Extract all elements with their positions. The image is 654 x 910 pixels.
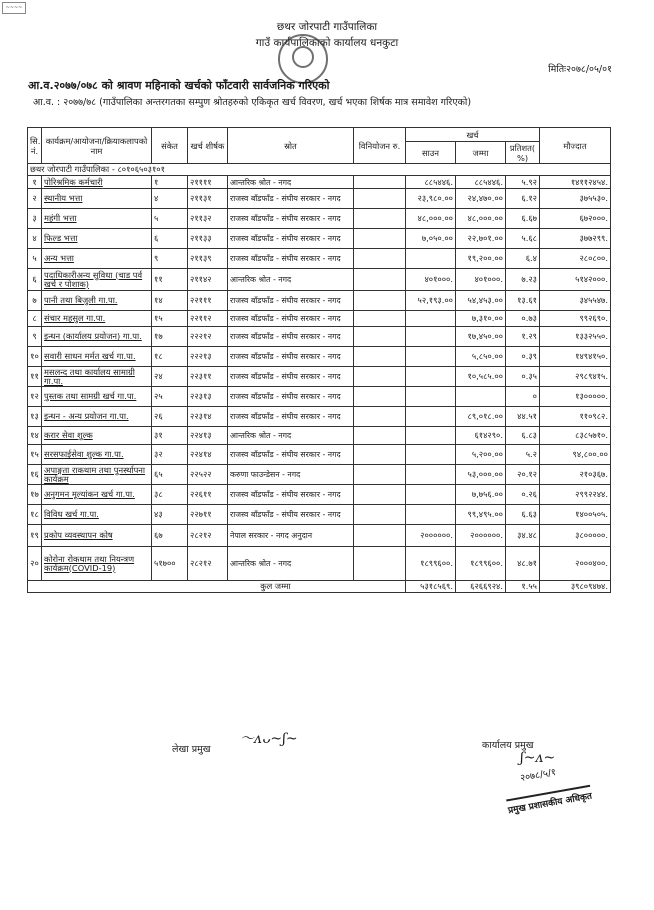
row-sn: ५: [28, 249, 42, 269]
row-code: २५: [152, 387, 188, 407]
row-code: ६५: [152, 465, 188, 485]
row-code: १८: [152, 347, 188, 367]
table-row: [28, 485, 611, 505]
row-percent: ०.३५: [506, 367, 540, 387]
row-sn: १०: [28, 347, 42, 367]
row-percent: १३.६१: [506, 291, 540, 311]
col-source: स्रोत: [228, 128, 354, 164]
row-source: राजस्व बाँडफाँड - संघीय सरकार - नगद: [228, 407, 354, 427]
row-program: इन्धन (कार्यालय प्रयोजन) गा.पा.: [42, 327, 152, 347]
total-label: कुल जम्मा: [28, 581, 406, 593]
row-shrawan: [406, 427, 456, 445]
row-total: [456, 387, 506, 407]
row-total: ८८५४४६.: [456, 176, 506, 189]
row-code: ११: [152, 269, 188, 291]
row-percent: ४४.५१: [506, 407, 540, 427]
row-source: आन्तरिक श्रोत - नगद: [228, 547, 354, 581]
row-shrawan: ४८,०००.००: [406, 209, 456, 229]
row-allocation: [354, 291, 406, 311]
row-exp-head: २२२१२: [188, 327, 228, 347]
col-code: संकेत: [152, 128, 188, 164]
office-subname: गाउँ कार्यपालिकाको कार्यालय धनकुटा: [255, 37, 399, 49]
row-percent: ०.३९: [506, 347, 540, 367]
row-code: ३२: [152, 445, 188, 465]
total-row: [28, 581, 611, 593]
row-total: १८९९६००.: [456, 547, 506, 581]
row-code: १७: [152, 327, 188, 347]
row-sn: ६: [28, 269, 42, 291]
row-sn: ४: [28, 229, 42, 249]
row-sn: १: [28, 176, 42, 189]
row-code: ९: [152, 249, 188, 269]
row-allocation: [354, 427, 406, 445]
row-shrawan: ५२,१९३.००: [406, 291, 456, 311]
row-code: ५: [152, 209, 188, 229]
row-exp-head: २११११: [188, 176, 228, 189]
row-program: अनुगमन मूल्यांकन खर्च गा.पा.: [42, 485, 152, 505]
row-source: राजस्व बाँडफाँड - संघीय सरकार - नगद: [228, 387, 354, 407]
row-code: २६: [152, 407, 188, 427]
row-exp-head: २११३२: [188, 209, 228, 229]
row-source: राजस्व बाँडफाँड - संघीय सरकार - नगद: [228, 189, 354, 209]
row-shrawan: [406, 505, 456, 525]
row-sn: ३: [28, 209, 42, 229]
expense-table: [27, 127, 611, 593]
row-exp-head: २८२१२: [188, 547, 228, 581]
row-shrawan: [406, 347, 456, 367]
office-name: छथर जोरपाटी गाउँपालिका: [276, 21, 378, 33]
col-exp-head: खर्च शीर्षक: [188, 128, 228, 164]
row-allocation: [354, 505, 406, 525]
accounts-chief-signature: 〜ᴧᴗ~ʃ~: [240, 731, 298, 747]
row-percent: ६.८३: [506, 427, 540, 445]
row-allocation: [354, 525, 406, 547]
row-sn: १३: [28, 407, 42, 427]
row-shrawan: [406, 249, 456, 269]
row-balance: १४११२४५४.: [540, 176, 611, 189]
row-allocation: [354, 311, 406, 327]
row-balance: ५१४२०००.: [540, 269, 611, 291]
row-balance: ३४५५४७.: [540, 291, 611, 311]
row-program: पुस्तक तथा सामग्री खर्च गा.पा.: [42, 387, 152, 407]
row-total: ५,८५०.००: [456, 347, 506, 367]
table-row: [28, 407, 611, 427]
row-total: २४,४७०.००: [456, 189, 506, 209]
row-sn: १४: [28, 427, 42, 445]
row-allocation: [354, 445, 406, 465]
row-balance: १३३२५५०.: [540, 327, 611, 347]
row-shrawan: [406, 311, 456, 327]
row-allocation: [354, 367, 406, 387]
row-shrawan: २००००००.: [406, 525, 456, 547]
row-shrawan: ४०१०००.: [406, 269, 456, 291]
row-total: ७,७५६.००: [456, 485, 506, 505]
row-percent: १.२९: [506, 327, 540, 347]
row-sn: ११: [28, 367, 42, 387]
row-sn: ८: [28, 311, 42, 327]
total-total: ६२६६९२४.: [456, 581, 506, 593]
row-balance: ३८०००००.: [540, 525, 611, 547]
row-total: १७,४५०.००: [456, 327, 506, 347]
row-sn: १५: [28, 445, 42, 465]
row-allocation: [354, 269, 406, 291]
table-row: [28, 249, 611, 269]
row-allocation: [354, 189, 406, 209]
table-row: [28, 229, 611, 249]
row-code: १: [152, 176, 188, 189]
office-chief-stamp: प्रमुख प्रशासकीय अधिकृत: [506, 785, 593, 817]
row-exp-head: २२२१३: [188, 347, 228, 367]
row-code: ३८: [152, 485, 188, 505]
row-exp-head: २८२१२: [188, 525, 228, 547]
table-row: [28, 176, 611, 189]
row-allocation: [354, 347, 406, 367]
row-total: १९,२००.००: [456, 249, 506, 269]
total-percent: १.५५: [506, 581, 540, 593]
table-row: [28, 525, 611, 547]
row-program: संचार महसुल गा.पा.: [42, 311, 152, 327]
row-source: राजस्व बाँडफाँड - संघीय सरकार - नगद: [228, 229, 354, 249]
total-shrawan: ५३१८५६९.: [406, 581, 456, 593]
office-chief-signature: ʃ~ᴧ~: [520, 750, 556, 766]
row-program: सरसफाईसेवा शुल्क गा.पा.: [42, 445, 152, 465]
row-shrawan: [406, 485, 456, 505]
row-total: २२,७०१.००: [456, 229, 506, 249]
col-balance: मौज्दात: [540, 128, 611, 164]
row-code: ५१७००: [152, 547, 188, 581]
row-allocation: [354, 327, 406, 347]
row-total: १०,५८५.००: [456, 367, 506, 387]
row-shrawan: २३,९८०.००: [406, 189, 456, 209]
col-percent: प्रतिशत( %): [506, 142, 540, 164]
row-balance: २०००४००.: [540, 547, 611, 581]
row-percent: ५.२: [506, 445, 540, 465]
row-shrawan: ८८५४४६.: [406, 176, 456, 189]
row-allocation: [354, 209, 406, 229]
row-percent: ६.६७: [506, 209, 540, 229]
row-balance: २८०८००.: [540, 249, 611, 269]
row-total: ६१४२९०.: [456, 427, 506, 445]
row-program: फिल्ड भत्ता: [42, 229, 152, 249]
row-source: राजस्व बाँडफाँड - संघीय सरकार - नगद: [228, 249, 354, 269]
row-balance: २९८९४१५.: [540, 367, 611, 387]
row-source: राजस्व बाँडफाँड - संघीय सरकार - नगद: [228, 209, 354, 229]
col-total: जम्मा: [456, 142, 506, 164]
table-row: [28, 367, 611, 387]
row-source: राजस्व बाँडफाँड - संघीय सरकार - नगद: [228, 311, 354, 327]
row-allocation: [354, 229, 406, 249]
row-code: ४३: [152, 505, 188, 525]
row-shrawan: १८९९६००.: [406, 547, 456, 581]
row-balance: ३७७२९९.: [540, 229, 611, 249]
row-exp-head: २११४२: [188, 269, 228, 291]
row-source: राजस्व बाँडफाँड - संघीय सरकार - नगद: [228, 327, 354, 347]
table-row: [28, 209, 611, 229]
row-source: करुणा फाउन्डेसन - नगद: [228, 465, 354, 485]
row-program: अपाङ्गता राकथाम तथा पुनर्स्थापना कार्यक्रम: [42, 465, 152, 485]
row-allocation: [354, 249, 406, 269]
row-source: राजस्व बाँडफाँड - संघीय सरकार - नगद: [228, 445, 354, 465]
row-percent: ६.६३: [506, 505, 540, 525]
row-program: इन्धन - अन्य प्रयोजन गा.पा.: [42, 407, 152, 427]
row-program: स्थानीय भत्ता: [42, 189, 152, 209]
row-program: करार सेवा शुल्क: [42, 427, 152, 445]
row-percent: २०.१२: [506, 465, 540, 485]
row-program: पानी तथा बिजुली गा.पा.: [42, 291, 152, 311]
row-exp-head: २२११२: [188, 311, 228, 327]
row-percent: ४८.७१: [506, 547, 540, 581]
table-row: [28, 465, 611, 485]
row-shrawan: [406, 327, 456, 347]
row-allocation: [354, 465, 406, 485]
row-shrawan: ७,०५०.००: [406, 229, 456, 249]
row-percent: ५.९२: [506, 176, 540, 189]
row-exp-head: २२५२२: [188, 465, 228, 485]
row-balance: ६७२०००.: [540, 209, 611, 229]
row-exp-head: २११३३: [188, 229, 228, 249]
row-exp-head: २२४१४: [188, 445, 228, 465]
row-source: आन्तरिक श्रोत - नगद: [228, 176, 354, 189]
col-program: कार्यक्रम/आयोजना/क्रियाकलापको नाम: [42, 128, 152, 164]
row-percent: ७.२३: [506, 269, 540, 291]
table-row: [28, 547, 611, 581]
row-balance: १४००५०५.: [540, 505, 611, 525]
table-row: [28, 311, 611, 327]
row-balance: ९९२६९०.: [540, 311, 611, 327]
row-exp-head: २२१११: [188, 291, 228, 311]
row-percent: ०.७३: [506, 311, 540, 327]
row-program: विविध खर्च गा.पा.: [42, 505, 152, 525]
row-total: ५३,०००.००: [456, 465, 506, 485]
table-row: [28, 387, 611, 407]
row-program: सवारी साधन मर्मत खर्च गा.पा.: [42, 347, 152, 367]
report-title: आ.व.२०७७/०७८ को श्रावण महिनाको खर्चको फाँटवारी सार्वजनिक गरिएको: [28, 79, 330, 92]
row-sn: २०: [28, 547, 42, 581]
row-balance: २१०३६७.: [540, 465, 611, 485]
row-percent: ३४.४८: [506, 525, 540, 547]
table-row: [28, 445, 611, 465]
row-percent: ०: [506, 387, 540, 407]
row-allocation: [354, 547, 406, 581]
row-exp-head: २२४१३: [188, 427, 228, 445]
row-balance: ८३८५७१०.: [540, 427, 611, 445]
col-allocation: विनियोजन रु.: [354, 128, 406, 164]
col-sn: सि. नं.: [28, 128, 42, 164]
office-chief-label: कार्यालय प्रमुख: [482, 740, 534, 751]
row-program: मसलन्द तथा कार्यालय सामाग्री गा.पा.: [42, 367, 152, 387]
row-total: ७,३१०.००: [456, 311, 506, 327]
row-source: आन्तरिक श्रोत - नगद: [228, 269, 354, 291]
table-row: [28, 291, 611, 311]
row-balance: २९९२२४४.: [540, 485, 611, 505]
row-shrawan: [406, 407, 456, 427]
row-sn: १९: [28, 525, 42, 547]
row-source: राजस्व बाँडफाँड - संघीय सरकार - नगद: [228, 291, 354, 311]
row-total: ८९,०१८.००: [456, 407, 506, 427]
row-balance: ३७५५३०.: [540, 189, 611, 209]
row-program: पोरिश्रमिक कर्मचारी: [42, 176, 152, 189]
row-exp-head: २२३१३: [188, 387, 228, 407]
row-balance: १४९४१५०.: [540, 347, 611, 367]
table-row: [28, 505, 611, 525]
report-subtitle: आ.व. : २०७७/७८ (गाउँपालिका अन्तरगतका सम्पुण श्रोतहरुको एकिकृत खर्च विवरण, खर्च भएका शिर्षक मात्र समावेश गरिएको): [33, 97, 472, 108]
row-code: ४: [152, 189, 188, 209]
row-total: ५४,४५३.००: [456, 291, 506, 311]
row-allocation: [354, 485, 406, 505]
row-sn: २: [28, 189, 42, 209]
table-row: [28, 427, 611, 445]
row-total: ४०१०००.: [456, 269, 506, 291]
row-percent: ६.१२: [506, 189, 540, 209]
row-total: ५,२००.००: [456, 445, 506, 465]
col-expense-group: खर्च: [406, 128, 540, 142]
row-program: कोरोना रोकथाम तथा नियन्त्रण कार्यक्रम(COVID-19): [42, 547, 152, 581]
table-row: [28, 269, 611, 291]
office-seal-inner: [292, 46, 314, 68]
row-source: नेपाल सरकार - नगद अनुदान: [228, 525, 354, 547]
row-shrawan: [406, 445, 456, 465]
office-code-row: छथर जोरपाटी गाउँपालिका - ८०१०६५०३१०१: [28, 164, 611, 176]
row-allocation: [354, 176, 406, 189]
table-row: [28, 347, 611, 367]
row-sn: ७: [28, 291, 42, 311]
row-exp-head: २११३१: [188, 189, 228, 209]
row-source: राजस्व बाँडफाँड - संघीय सरकार - नगद: [228, 485, 354, 505]
row-balance: ११०९८२.: [540, 407, 611, 427]
row-allocation: [354, 407, 406, 427]
table-row: [28, 327, 611, 347]
row-code: ३१: [152, 427, 188, 445]
row-code: २४: [152, 367, 188, 387]
row-percent: ०.२६: [506, 485, 540, 505]
row-total: २००००००.: [456, 525, 506, 547]
row-exp-head: २२६११: [188, 485, 228, 505]
col-shrawan: साउन: [406, 142, 456, 164]
row-source: आन्तरिक श्रोत - नगद: [228, 427, 354, 445]
row-total: ९९,४९५.००: [456, 505, 506, 525]
row-sn: ९: [28, 327, 42, 347]
row-exp-head: २२३१४: [188, 407, 228, 427]
row-total: ४८,०००.००: [456, 209, 506, 229]
row-program: प्रकोप व्यवस्थापन कोष: [42, 525, 152, 547]
row-percent: ५.६८: [506, 229, 540, 249]
row-sn: १७: [28, 485, 42, 505]
row-code: ६७: [152, 525, 188, 547]
row-sn: १८: [28, 505, 42, 525]
row-allocation: [354, 387, 406, 407]
row-percent: ६.४: [506, 249, 540, 269]
row-program: पदाधिकारीअन्य सुविधा (चाड पर्व खर्च र पोशाक): [42, 269, 152, 291]
row-sn: १२: [28, 387, 42, 407]
row-exp-head: २२७११: [188, 505, 228, 525]
row-balance: १३०००००.: [540, 387, 611, 407]
signature-date: २०७८/५/१: [519, 766, 557, 785]
row-shrawan: [406, 387, 456, 407]
row-code: १५: [152, 311, 188, 327]
row-program: महंगी भत्ता: [42, 209, 152, 229]
row-exp-head: २११३९: [188, 249, 228, 269]
row-code: १४: [152, 291, 188, 311]
row-source: राजस्व बाँडफाँड - संघीय सरकार - नगद: [228, 505, 354, 525]
row-sn: १६: [28, 465, 42, 485]
row-source: राजस्व बाँडफाँड - संघीय सरकार - नगद: [228, 367, 354, 387]
report-date: मितिः२०७८/०५/०१: [548, 64, 612, 75]
row-exp-head: २२३११: [188, 367, 228, 387]
row-balance: ९४,८००.००: [540, 445, 611, 465]
row-code: ६: [152, 229, 188, 249]
accounts-chief-label: लेखा प्रमुख: [172, 744, 211, 755]
table-row: [28, 189, 611, 209]
row-shrawan: [406, 465, 456, 485]
row-program: अन्य भत्ता: [42, 249, 152, 269]
row-shrawan: [406, 367, 456, 387]
row-source: राजस्व बाँडफाँड - संघीय सरकार - नगद: [228, 347, 354, 367]
corner-stamp: ~~~~: [2, 2, 26, 14]
total-balance: ३९८०९४७४.: [540, 581, 611, 593]
